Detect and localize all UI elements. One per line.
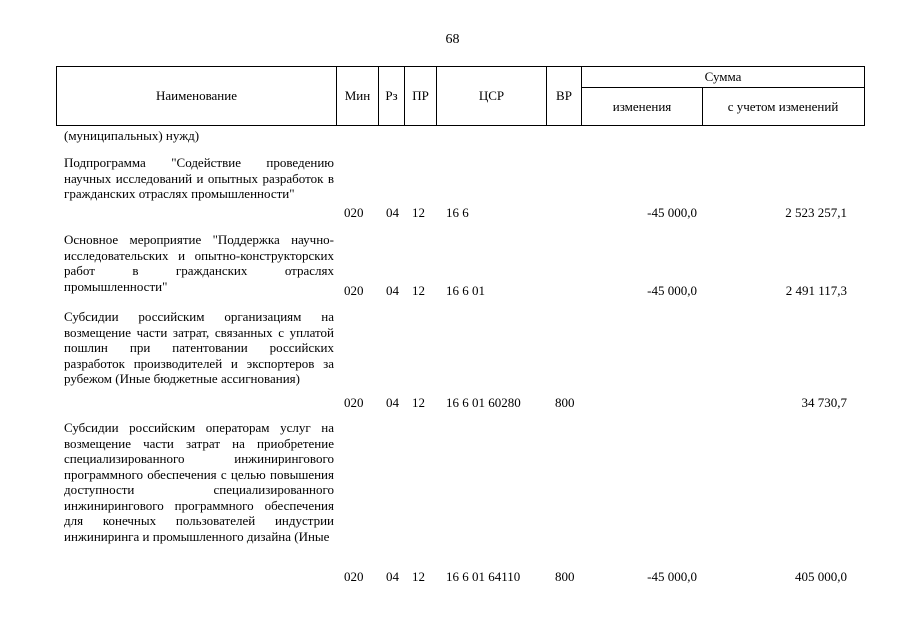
header-rz: Рз	[378, 66, 404, 126]
header-total: с учетом изменений	[727, 98, 839, 114]
row-total: 405 000,0	[795, 569, 847, 584]
row-name: Основное мероприятие "Поддержка научно-исследовательских и опытно-конструкторских работ в гражданских отраслях промышленности"	[64, 232, 334, 294]
row-name: (муниципальных) нужд)	[64, 128, 200, 143]
header-vr: ВР	[546, 66, 581, 126]
row-total: 2 523 257,1	[785, 205, 847, 220]
row-total: 2 491 117,3	[785, 283, 847, 298]
header-pr: ПР	[404, 66, 436, 126]
row-pr: 12	[412, 205, 425, 220]
header-min: Мин	[336, 66, 378, 126]
row-rz: 04	[386, 395, 399, 410]
row-min: 020	[344, 395, 364, 410]
row-min: 020	[344, 283, 364, 298]
row-csr: 16 6 01	[446, 283, 485, 298]
row-pr: 12	[412, 569, 425, 584]
row-vr: 800	[555, 395, 575, 410]
row-name: Субсидии российским организациям на возмещение части затрат, связанных с уплатой пошлин при патентовании российских разработок производителей и экспортеров за рубежом (Иные бюджетные ассигнования)	[64, 309, 334, 386]
row-min: 020	[344, 569, 364, 584]
row-change: -45 000,0	[647, 569, 697, 584]
row-rz: 04	[386, 283, 399, 298]
header-name: Наименование	[56, 66, 336, 126]
header-change: изменения	[582, 87, 703, 126]
row-name: Подпрограмма "Содействие проведению научных исследований и опытных разработок в гражданских отраслях промышленности"	[64, 155, 334, 201]
row-name: Субсидии российским операторам услуг на возмещение части затрат на приобретение специализированного инжинирингового программного обеспечения с целью повышения доступности специализированного инжинирингового программного обеспечения для конечных пользователей индустрии инжиниринга и промышленного дизайна (Иные	[64, 420, 334, 544]
row-csr: 16 6 01 64110	[446, 569, 521, 584]
row-change: -45 000,0	[647, 205, 697, 220]
row-min: 020	[344, 205, 364, 220]
table-header	[56, 66, 865, 126]
row-vr: 800	[555, 569, 575, 584]
row-rz: 04	[386, 569, 399, 584]
row-pr: 12	[412, 283, 425, 298]
page-number: 68	[445, 32, 460, 47]
row-total: 34 730,7	[801, 395, 847, 410]
row-rz: 04	[386, 205, 399, 220]
row-csr: 16 6 01 60280	[446, 395, 521, 410]
header-sum-group	[581, 66, 865, 126]
row-csr: 16 6	[446, 205, 469, 220]
header-sum: Сумма	[582, 67, 864, 88]
header-csr: ЦСР	[436, 66, 546, 126]
row-change: -45 000,0	[647, 283, 697, 298]
row-pr: 12	[412, 395, 425, 410]
